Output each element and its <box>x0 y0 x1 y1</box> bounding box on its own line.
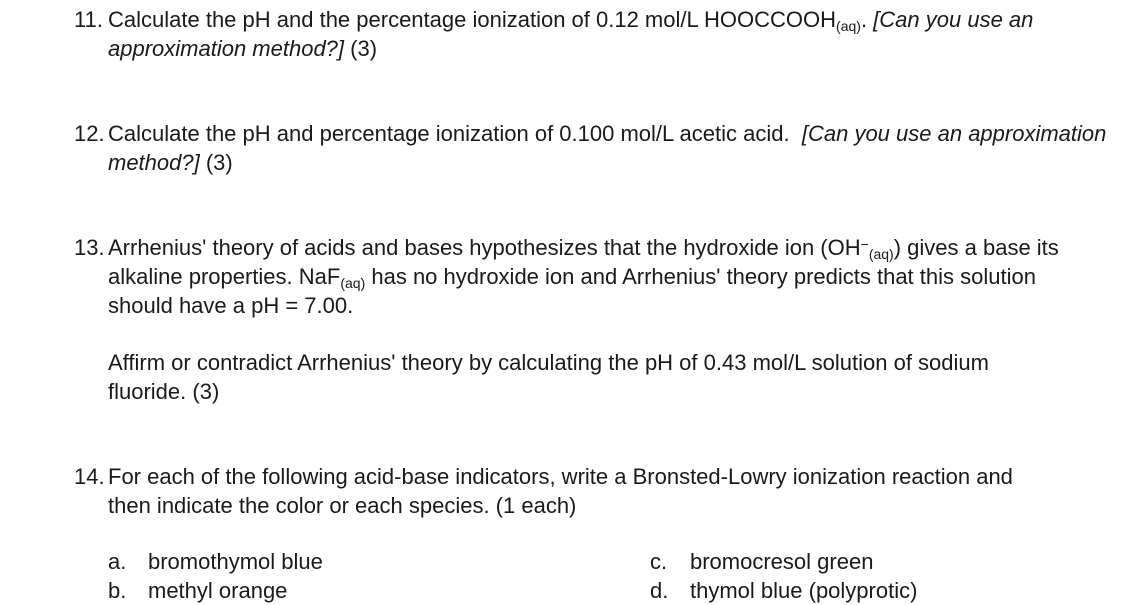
question-12-number: 12. <box>74 121 105 146</box>
list-item-label: d. <box>650 578 669 603</box>
question-13-text <box>108 233 1074 320</box>
question-12-main: Calculate the pH and percentage ionization of 0.100 mol/L acetic acid. <box>108 121 790 146</box>
list-item-text: bromocresol green <box>690 549 874 574</box>
question-11-hint: [Can you use an approximation method?] <box>108 7 1034 61</box>
list-item-label: b. <box>108 578 127 603</box>
question-13-number: 13. <box>74 235 105 260</box>
question-12-hint: [Can you use an approximation method?] <box>108 121 1107 175</box>
question-13 <box>74 233 1074 320</box>
question-13-subscript-1: (aq) <box>868 246 894 262</box>
question-11-period: . <box>860 7 874 32</box>
list-item-d <box>650 576 917 605</box>
question-14 <box>74 462 1054 520</box>
question-13-main: Arrhenius' theory of acids and bases hypothesizes that the hydroxide ion (OH <box>108 235 861 260</box>
question-13-subscript-2: (aq) <box>340 275 366 291</box>
list-item-b <box>108 576 287 605</box>
list-item-label: a. <box>108 549 127 574</box>
question-11 <box>74 5 1114 63</box>
question-13-middle: ) gives a base its alkaline properties. NaF <box>108 235 1059 289</box>
question-12-marks: (3) <box>205 150 233 175</box>
list-item-text: thymol blue (polyprotic) <box>690 578 918 603</box>
question-11-subscript: (aq) <box>836 18 861 34</box>
list-item-label: c. <box>650 549 668 574</box>
question-14-text: For each of the following acid-base indicators, write a Bronsted-Lowry ionization reaction and then indicate the color or each species. (1 each) <box>108 464 1013 518</box>
question-11-marks: (3) <box>350 36 378 61</box>
list-item-a <box>108 547 323 576</box>
question-11-number: 11. <box>74 7 103 32</box>
question-12 <box>74 119 1114 177</box>
question-11-main: Calculate the pH and the percentage ionization of 0.12 mol/L HOOCCOOH <box>108 7 837 32</box>
question-11-text <box>108 5 1114 63</box>
question-13-superscript: − <box>860 236 869 252</box>
list-item-c <box>650 547 873 576</box>
question-13-end: has no hydroxide ion and Arrhenius' theory predicts that this solution should have a pH = 7.00. <box>108 264 1036 318</box>
question-12-text <box>108 119 1114 177</box>
question-13-task: Affirm or contradict Arrhenius' theory by calculating the pH of 0.43 mol/L solution of sodium fluoride. (3) <box>108 350 989 404</box>
question-14-number: 14. <box>74 464 105 489</box>
list-item-text: bromothymol blue <box>148 549 323 574</box>
list-item-text: methyl orange <box>148 578 288 603</box>
